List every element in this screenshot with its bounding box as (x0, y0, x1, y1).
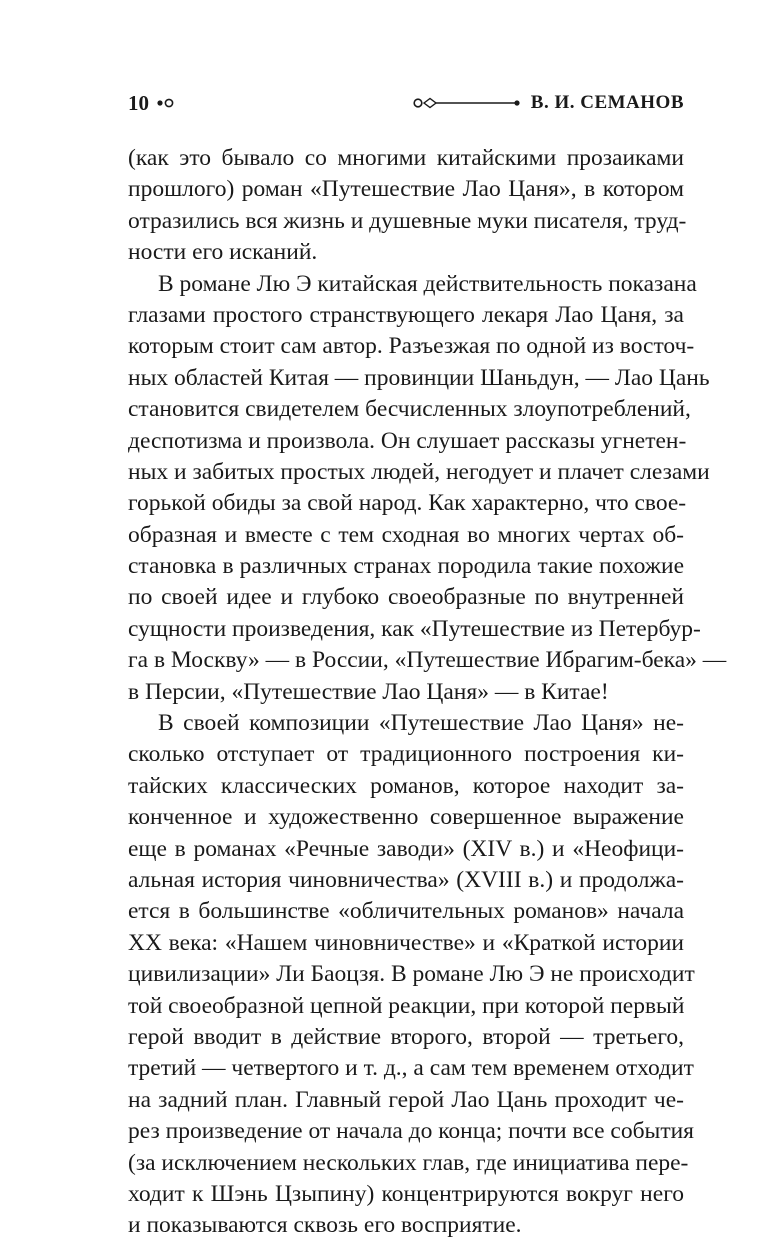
running-header (128, 88, 684, 118)
folio (128, 91, 175, 116)
text-line: герой вводит в действие второго, второй — третьего, (128, 1023, 684, 1050)
page-number: 10 (128, 90, 149, 115)
running-title: В. И. СЕМАНОВ (530, 92, 684, 113)
ornament-rule-icon (413, 96, 523, 110)
body-text (128, 143, 727, 1242)
paragraph (128, 708, 695, 1242)
text-line: сущности произведения, как «Путешествие из Петербур- (128, 615, 701, 642)
text-line: XX века: «Нашем чиновничестве» и «Краткой истории (128, 929, 684, 956)
text-line: В своей композиции «Путешествие Лао Цаня» не- (158, 710, 684, 737)
text-line: которым стоит сам автор. Разъезжая по одной из восточ- (128, 333, 695, 360)
text-line: отразились вся жизнь и душевные муки писателя, труд- (128, 207, 687, 234)
text-line: горькой обиды за свой народ. Как характерно, что свое- (128, 490, 687, 517)
text-line: на задний план. Главный герой Лао Цань проходит че- (128, 1086, 684, 1113)
text-line: образная и вместе с тем сходная во многих чертах об- (128, 521, 684, 548)
text-line: становится свидетелем бесчисленных злоупотреблений, (128, 396, 691, 423)
text-line: становка в различных странах породила такие похожие (128, 553, 684, 580)
text-line: (за исключением нескольких глав, где инициатива пере- (128, 1149, 689, 1176)
text-line: ных и забитых простых людей, негодует и плачет слезами (128, 458, 710, 485)
text-line: га в Москву» — в России, «Путешествие Ибрагим-бека» — (128, 647, 727, 674)
text-line: по своей идее и глубоко своеобразные по внутренней (128, 584, 684, 611)
text-line: В романе Лю Э китайская действительность показана (158, 270, 697, 297)
text-line: третий — четвертого и т. д., а сам тем временем отходит (128, 1055, 694, 1082)
text-line: рез произведение от начала до конца; почти все события (128, 1118, 694, 1145)
text-line: в Персии, «Путешествие Лао Цаня» — в Китае! (128, 678, 609, 705)
text-line: и показываются сквозь его восприятие. (128, 1212, 522, 1239)
text-line: сколько отступает от традиционного построения ки- (128, 741, 684, 768)
text-line: альная история чиновничества» (XVIII в.) и продолжа- (128, 866, 684, 893)
text-line: той своеобразной цепной реакции, при которой первый (128, 992, 685, 1019)
paragraph (128, 269, 727, 708)
text-line: прошлого) роман «Путешествие Лао Цаня», в котором (128, 176, 684, 203)
text-line: глазами простого странствующего лекаря Лао Цаня, за (128, 301, 684, 328)
text-line: цивилизации» Ли Баоцзя. В романе Лю Э не происходит (128, 961, 695, 988)
text-line: ных областей Китая — провинции Шаньдун, — Лао Цань (128, 364, 710, 391)
text-line: конченное и художественно совершенное выражение (128, 804, 684, 831)
text-line: ходит к Шэнь Цзыпину) концентрируются вокруг него (128, 1180, 684, 1207)
text-line: еще в романах «Речные заводи» (XIV в.) и «Неофици- (128, 835, 684, 862)
flourish-icon (157, 98, 175, 108)
running-title-group (413, 92, 684, 114)
text-line: ется в большинстве «обличительных романов» начала (128, 898, 684, 925)
text-line: тайских классических романов, которое находит за- (128, 772, 684, 799)
text-line: деспотизма и произвола. Он слушает рассказы угнетен- (128, 427, 687, 454)
paragraph (128, 143, 687, 269)
text-line: ности его исканий. (128, 239, 318, 266)
text-line: (как это бывало со многими китайскими прозаиками (128, 145, 684, 171)
